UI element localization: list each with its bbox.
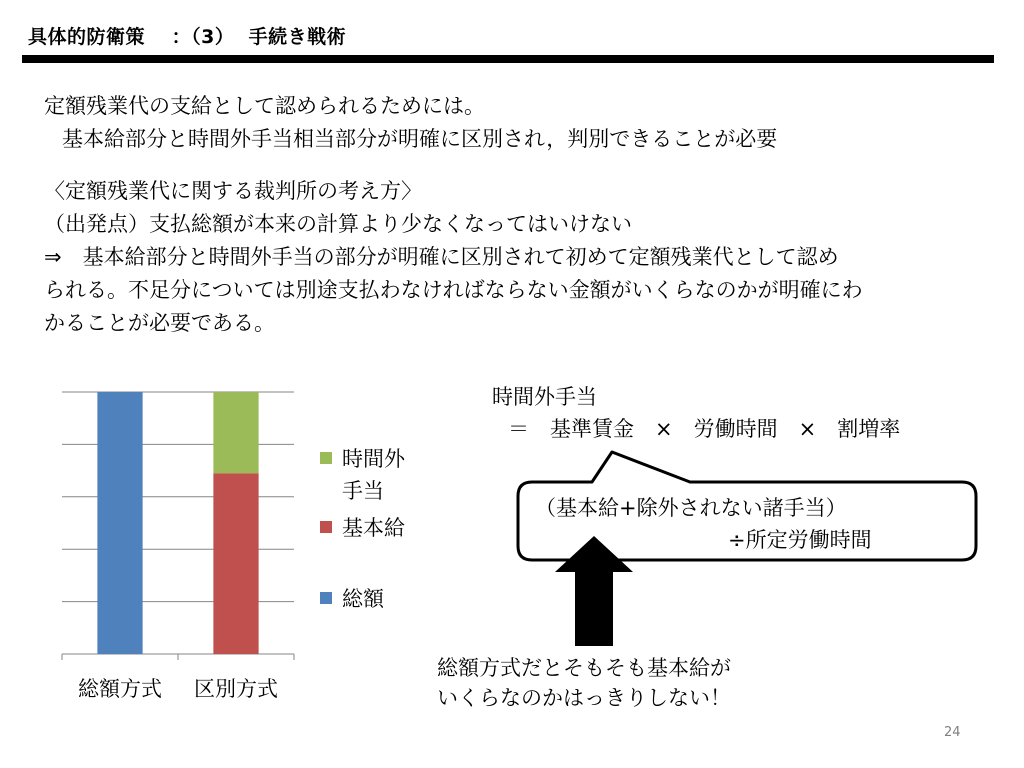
note-line-2: いくらなのかはっきりしない！ <box>437 686 731 710</box>
legend-label: 総額 <box>342 587 384 611</box>
x-axis-tick-label: 総額方式 <box>78 677 162 701</box>
chart-bars <box>97 392 258 654</box>
slide-title: 具体的防衛策 ：（3） 手続き戦術 <box>28 26 347 48</box>
legend-swatch <box>320 452 332 464</box>
overtime-pay-label: 時間外手当 <box>492 385 597 409</box>
intro-line-2: 基本給部分と時間外手当相当部分が明確に区別され，判別できることが必要 <box>62 127 778 151</box>
legend-label: 手当 <box>342 479 384 503</box>
overtime-pay-formula: ＝ 基準賃金 × 労働時間 × 割増率 <box>508 417 901 441</box>
page-number: 24 <box>944 725 961 740</box>
chart-x-axis <box>62 654 294 701</box>
intro-line-1: 定額残業代の支給として認められるためには。 <box>44 94 485 118</box>
x-axis-tick-label: 区別方式 <box>194 677 278 701</box>
note-line-1: 総額方式だとそもそも基本給が <box>437 656 731 680</box>
legend-swatch <box>320 521 332 533</box>
court-line-3: られる。不足分については別途支払わなければならない金額がいくらなのかが明確にわ <box>44 278 863 302</box>
court-heading: 〈定額残業代に関する裁判所の考え方〉 <box>44 179 422 203</box>
chart-legend <box>320 447 406 611</box>
bar-segment-時間外手当 <box>213 392 258 473</box>
court-line-1: （出発点）支払総額が本来の計算より少なくなってはいけない <box>44 212 632 236</box>
base-wage-formula-line-1: （基本給+除外されない諸手当） <box>535 496 847 520</box>
legend-label: 時間外 <box>342 447 405 471</box>
legend-label: 基本給 <box>342 516 405 540</box>
bar-segment-基本給 <box>213 473 258 654</box>
bar-segment-総額 <box>97 392 142 654</box>
chart-gridlines <box>62 392 294 654</box>
court-line-2: ⇒ 基本給部分と時間外手当の部分が明確に区別されて初めて定額残業代として認め <box>44 245 839 269</box>
court-line-4: かることが必要である。 <box>44 311 275 335</box>
legend-swatch <box>320 592 332 604</box>
base-wage-formula-line-2: ÷所定労働時間 <box>728 528 872 552</box>
